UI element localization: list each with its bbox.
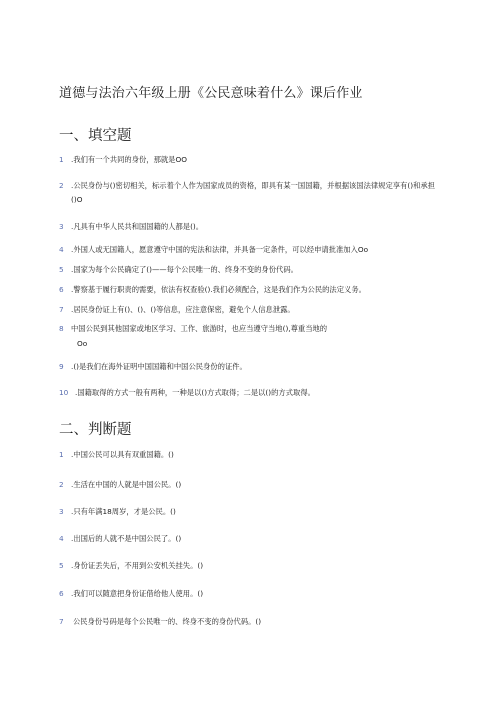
document-title: 道德与法治六年级上册《公民意味着什么》课后作业: [59, 86, 363, 101]
question-number: 1: [59, 450, 64, 459]
fill-question-6: [59, 283, 459, 297]
question-text: .国籍取得的方式一般有两种，一种是以()方式取得；二是以()的方式取得。: [75, 388, 315, 397]
question-number: 8: [59, 324, 64, 333]
tf-question-1: [59, 448, 459, 462]
question-text: .居民身份证上有()、()、()等信息，应注意保密，避免个人信息泄露。: [71, 305, 295, 314]
question-number: 10: [59, 388, 69, 397]
question-number: 7: [59, 305, 64, 314]
question-number: 5: [59, 561, 64, 570]
question-text: 公民身份号码是每个公民唯一的、终身不变的身份代码。(): [73, 617, 262, 626]
tf-question-3: [59, 505, 459, 519]
question-number: 1: [59, 155, 64, 164]
fill-question-3: [59, 220, 459, 234]
question-number: 7: [59, 617, 64, 626]
question-number: 2: [59, 181, 64, 190]
question-text: .只有年满18周岁，才是公民。(): [71, 507, 176, 516]
section-heading-fill-in: 一、填空题: [59, 128, 132, 144]
section-heading-true-false: 二、判断题: [59, 422, 132, 438]
fill-question-8-continued: [59, 337, 459, 351]
fill-question-9: [59, 360, 459, 374]
question-number: 2: [59, 480, 64, 489]
question-text: 中国公民到其他国家或地区学习、工作、旅游时，也应当遵守当地(),尊重当地的: [71, 324, 328, 333]
question-number: 5: [59, 265, 64, 274]
question-text: .外国人或无国籍人，愿意遵守中国的宪法和法律，并具备一定条件，可以经申请批准加入Oo: [71, 245, 369, 254]
question-number: 6: [59, 589, 64, 598]
fill-question-2: [59, 179, 439, 207]
question-text: .我们有一个共同的身份，那就是OO: [71, 155, 187, 164]
question-number: 4: [59, 534, 64, 543]
question-number: 6: [59, 285, 64, 294]
question-text: .警察基于履行职责的需要，依法有权查验().我们必须配合，这是我们作为公民的法定义务。: [71, 285, 366, 294]
fill-question-10: [59, 386, 459, 400]
fill-question-4: [59, 243, 459, 257]
question-text: .我们可以随意把身份证借给他人使用。(): [71, 589, 204, 598]
fill-question-5: [59, 263, 459, 277]
fill-question-7: [59, 303, 459, 317]
tf-question-2: [59, 478, 459, 492]
question-text: .中国公民可以具有双重国籍。(): [71, 450, 174, 459]
question-text: .生活在中国的人就是中国公民。(): [71, 480, 182, 489]
question-number: 3: [59, 507, 64, 516]
question-text: .公民身份与()密切相关，标示着个人作为国家成员的资格，即具有某一国国籍，并根据该国法律规定享有()和承担()O: [71, 181, 435, 204]
question-number: 4: [59, 245, 64, 254]
tf-question-4: [59, 532, 459, 546]
tf-question-5: [59, 559, 459, 573]
question-text: .凡具有中华人民共和国国籍的人都是()。: [71, 222, 204, 231]
question-text: Oo: [77, 339, 88, 348]
question-text: .()是我们在海外证明中国国籍和中国公民身份的证件。: [71, 362, 247, 371]
fill-question-1: [59, 153, 459, 167]
fill-question-8: [59, 322, 459, 336]
tf-question-7: [59, 615, 459, 629]
question-number: 3: [59, 222, 64, 231]
question-number: 9: [59, 362, 64, 371]
question-text: .身份证丢失后，不用到公安机关挂失。(): [71, 561, 204, 570]
question-text: .出国后的人就不是中国公民了。(): [71, 534, 182, 543]
tf-question-6: [59, 587, 459, 601]
question-text: .国家为每个公民确定了()——每个公民唯一的、终身不变的身份代码。: [71, 265, 298, 274]
